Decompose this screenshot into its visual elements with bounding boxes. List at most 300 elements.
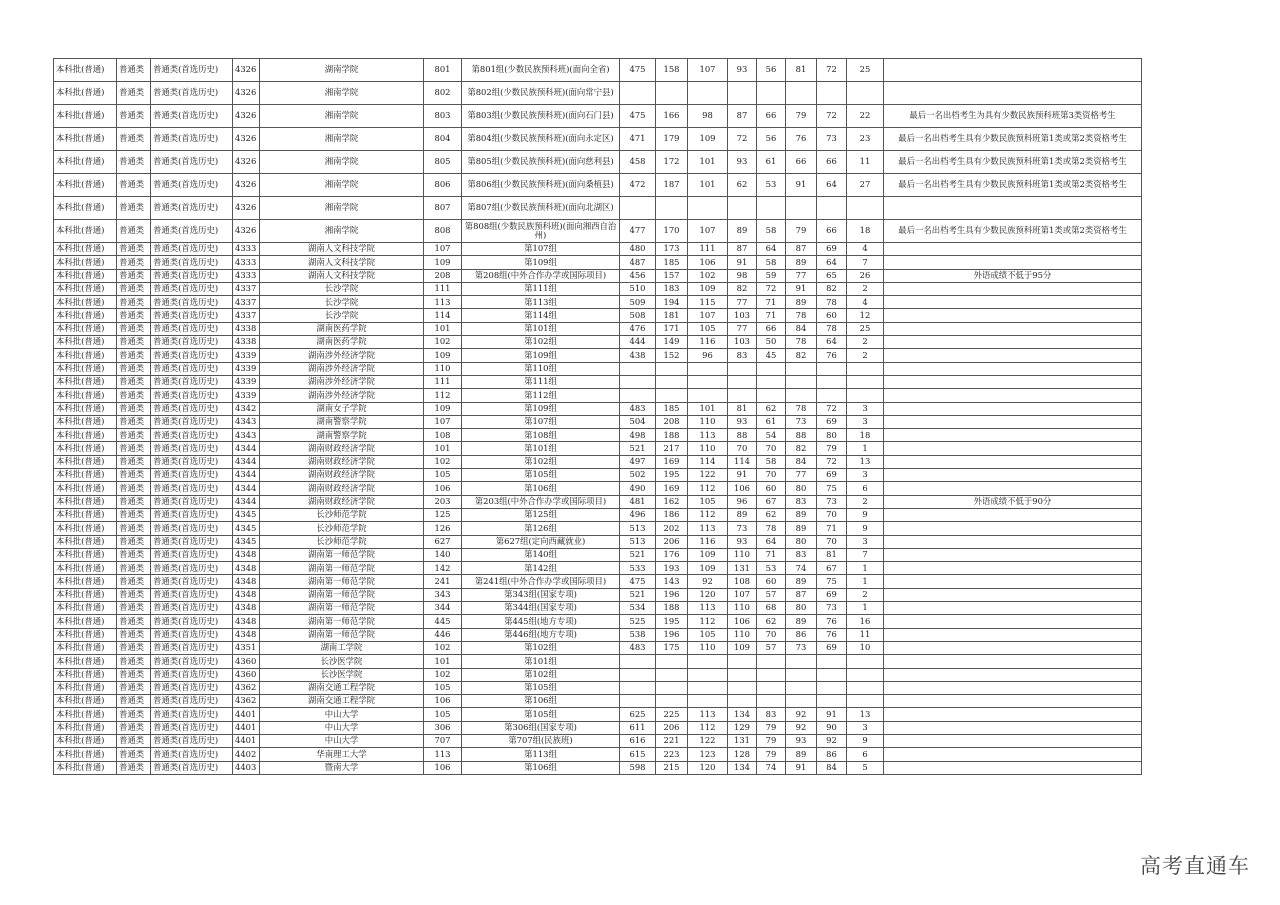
cell-batch: 本科批(普通) bbox=[54, 508, 117, 521]
cell-subject-track: 普通类(首选历史) bbox=[151, 535, 233, 548]
cell-score-elective1: 91 bbox=[786, 282, 817, 295]
cell-admit-rank: 7 bbox=[847, 256, 884, 269]
cell-admit-rank: 2 bbox=[847, 349, 884, 362]
cell-score-chinese: 107 bbox=[688, 59, 728, 82]
cell-school-name: 湖南人文科技学院 bbox=[260, 243, 424, 256]
cell-category: 普通类 bbox=[117, 429, 151, 442]
cell-remark bbox=[884, 508, 1142, 521]
table-row bbox=[54, 282, 1142, 295]
cell-admit-rank: 10 bbox=[847, 641, 884, 654]
cell-score-math: 93 bbox=[728, 415, 757, 428]
cell-remark bbox=[884, 628, 1142, 641]
cell-school-code: 4348 bbox=[233, 548, 260, 561]
table-row bbox=[54, 734, 1142, 747]
cell-remark: 最后一名出档考生为具有少数民族预科班第3类资格考生 bbox=[884, 105, 1142, 128]
cell-score-history: 195 bbox=[656, 615, 688, 628]
cell-score-elective2 bbox=[817, 362, 847, 375]
table-row bbox=[54, 455, 1142, 468]
cell-score-math bbox=[728, 681, 757, 694]
cell-school-code: 4326 bbox=[233, 82, 260, 105]
cell-score-elective1: 80 bbox=[786, 535, 817, 548]
cell-score-elective1: 86 bbox=[786, 628, 817, 641]
cell-subject-track: 普通类(首选历史) bbox=[151, 522, 233, 535]
cell-group-name: 第707组(民族班) bbox=[462, 734, 620, 747]
cell-school-code: 4345 bbox=[233, 535, 260, 548]
cell-score-elective1: 79 bbox=[786, 105, 817, 128]
cell-score-foreign: 74 bbox=[757, 761, 786, 774]
cell-school-code: 4401 bbox=[233, 708, 260, 721]
cell-school-code: 4339 bbox=[233, 362, 260, 375]
cell-school-name: 湖南涉外经济学院 bbox=[260, 375, 424, 388]
cell-score-foreign: 64 bbox=[757, 243, 786, 256]
cell-remark bbox=[884, 309, 1142, 322]
cell-school-name: 长沙师范学院 bbox=[260, 535, 424, 548]
cell-min-score: 475 bbox=[620, 59, 656, 82]
cell-min-score: 476 bbox=[620, 322, 656, 335]
cell-score-math: 87 bbox=[728, 243, 757, 256]
cell-batch: 本科批(普通) bbox=[54, 602, 117, 615]
cell-group-code: 112 bbox=[424, 389, 462, 402]
table-row bbox=[54, 588, 1142, 601]
cell-group-code: 805 bbox=[424, 151, 462, 174]
cell-score-history: 179 bbox=[656, 128, 688, 151]
cell-admit-rank bbox=[847, 375, 884, 388]
cell-batch: 本科批(普通) bbox=[54, 575, 117, 588]
cell-score-chinese bbox=[688, 389, 728, 402]
cell-batch: 本科批(普通) bbox=[54, 105, 117, 128]
table-row bbox=[54, 82, 1142, 105]
cell-min-score: 458 bbox=[620, 151, 656, 174]
cell-group-name: 第113组 bbox=[462, 296, 620, 309]
cell-subject-track: 普通类(首选历史) bbox=[151, 282, 233, 295]
cell-batch: 本科批(普通) bbox=[54, 389, 117, 402]
cell-score-history: 166 bbox=[656, 105, 688, 128]
cell-group-name: 第110组 bbox=[462, 362, 620, 375]
cell-group-name: 第344组(国家专项) bbox=[462, 602, 620, 615]
cell-min-score: 509 bbox=[620, 296, 656, 309]
cell-school-name: 湖南财政经济学院 bbox=[260, 495, 424, 508]
cell-group-code: 109 bbox=[424, 349, 462, 362]
cell-group-code: 102 bbox=[424, 336, 462, 349]
cell-group-name: 第806组(少数民族预科班)(面向桑植县) bbox=[462, 174, 620, 197]
cell-score-chinese: 92 bbox=[688, 575, 728, 588]
cell-admit-rank: 1 bbox=[847, 602, 884, 615]
cell-score-history: 221 bbox=[656, 734, 688, 747]
cell-group-code: 111 bbox=[424, 375, 462, 388]
cell-min-score bbox=[620, 655, 656, 668]
cell-batch: 本科批(普通) bbox=[54, 522, 117, 535]
cell-group-code: 707 bbox=[424, 734, 462, 747]
cell-score-elective2: 75 bbox=[817, 482, 847, 495]
cell-school-code: 4326 bbox=[233, 220, 260, 243]
cell-group-code: 111 bbox=[424, 282, 462, 295]
cell-school-code: 4348 bbox=[233, 562, 260, 575]
cell-group-name: 第107组 bbox=[462, 243, 620, 256]
cell-score-elective2 bbox=[817, 82, 847, 105]
cell-batch: 本科批(普通) bbox=[54, 296, 117, 309]
cell-score-elective2: 72 bbox=[817, 59, 847, 82]
cell-min-score: 480 bbox=[620, 243, 656, 256]
cell-score-history: 202 bbox=[656, 522, 688, 535]
cell-group-code: 108 bbox=[424, 429, 462, 442]
cell-school-code: 4344 bbox=[233, 469, 260, 482]
cell-school-code: 4403 bbox=[233, 761, 260, 774]
cell-score-elective1: 84 bbox=[786, 455, 817, 468]
cell-school-code: 4339 bbox=[233, 389, 260, 402]
cell-score-elective2: 76 bbox=[817, 349, 847, 362]
cell-score-chinese: 112 bbox=[688, 615, 728, 628]
cell-category: 普通类 bbox=[117, 442, 151, 455]
cell-admit-rank: 18 bbox=[847, 220, 884, 243]
cell-school-code: 4326 bbox=[233, 59, 260, 82]
cell-school-code: 4362 bbox=[233, 695, 260, 708]
cell-group-code: 105 bbox=[424, 469, 462, 482]
cell-admit-rank: 11 bbox=[847, 628, 884, 641]
cell-score-elective1: 73 bbox=[786, 641, 817, 654]
cell-school-code: 4344 bbox=[233, 442, 260, 455]
cell-score-foreign: 56 bbox=[757, 128, 786, 151]
cell-subject-track: 普通类(首选历史) bbox=[151, 562, 233, 575]
cell-score-math: 110 bbox=[728, 602, 757, 615]
cell-score-elective1: 88 bbox=[786, 429, 817, 442]
cell-admit-rank bbox=[847, 668, 884, 681]
cell-score-history bbox=[656, 655, 688, 668]
cell-admit-rank: 4 bbox=[847, 243, 884, 256]
cell-score-math: 110 bbox=[728, 548, 757, 561]
cell-score-math bbox=[728, 695, 757, 708]
cell-school-name: 湖南财政经济学院 bbox=[260, 482, 424, 495]
table-row bbox=[54, 522, 1142, 535]
cell-score-elective2: 72 bbox=[817, 455, 847, 468]
table-row bbox=[54, 695, 1142, 708]
cell-min-score: 508 bbox=[620, 309, 656, 322]
cell-group-code: 807 bbox=[424, 197, 462, 220]
cell-group-name: 第101组 bbox=[462, 322, 620, 335]
cell-score-elective2: 90 bbox=[817, 721, 847, 734]
cell-min-score: 538 bbox=[620, 628, 656, 641]
cell-admit-rank: 6 bbox=[847, 482, 884, 495]
cell-score-math bbox=[728, 668, 757, 681]
cell-remark bbox=[884, 641, 1142, 654]
cell-batch: 本科批(普通) bbox=[54, 708, 117, 721]
cell-school-name: 湖南第一师范学院 bbox=[260, 562, 424, 575]
cell-score-elective1: 78 bbox=[786, 309, 817, 322]
cell-school-name: 长沙医学院 bbox=[260, 668, 424, 681]
cell-batch: 本科批(普通) bbox=[54, 641, 117, 654]
cell-group-code: 804 bbox=[424, 128, 462, 151]
cell-subject-track: 普通类(首选历史) bbox=[151, 389, 233, 402]
cell-batch: 本科批(普通) bbox=[54, 282, 117, 295]
cell-batch: 本科批(普通) bbox=[54, 269, 117, 282]
cell-admit-rank: 2 bbox=[847, 495, 884, 508]
cell-subject-track: 普通类(首选历史) bbox=[151, 748, 233, 761]
cell-category: 普通类 bbox=[117, 336, 151, 349]
cell-score-math bbox=[728, 655, 757, 668]
cell-score-elective1 bbox=[786, 681, 817, 694]
cell-group-code: 105 bbox=[424, 708, 462, 721]
cell-admit-rank: 26 bbox=[847, 269, 884, 282]
table-row bbox=[54, 641, 1142, 654]
table-row bbox=[54, 535, 1142, 548]
cell-score-math: 93 bbox=[728, 535, 757, 548]
cell-batch: 本科批(普通) bbox=[54, 655, 117, 668]
cell-group-code: 802 bbox=[424, 82, 462, 105]
cell-remark bbox=[884, 349, 1142, 362]
cell-score-foreign bbox=[757, 375, 786, 388]
cell-remark: 最后一名出档考生具有少数民族预科班第1类或第2类资格考生 bbox=[884, 220, 1142, 243]
cell-category: 普通类 bbox=[117, 322, 151, 335]
cell-subject-track: 普通类(首选历史) bbox=[151, 628, 233, 641]
cell-group-code: 113 bbox=[424, 296, 462, 309]
cell-score-math: 129 bbox=[728, 721, 757, 734]
cell-category: 普通类 bbox=[117, 389, 151, 402]
cell-school-name: 湖南财政经济学院 bbox=[260, 442, 424, 455]
cell-score-math: 103 bbox=[728, 336, 757, 349]
cell-score-elective2: 64 bbox=[817, 174, 847, 197]
table-body bbox=[54, 59, 1142, 775]
cell-school-name: 湖南女子学院 bbox=[260, 402, 424, 415]
cell-category: 普通类 bbox=[117, 375, 151, 388]
cell-admit-rank bbox=[847, 197, 884, 220]
cell-min-score: 483 bbox=[620, 402, 656, 415]
cell-score-math: 82 bbox=[728, 282, 757, 295]
cell-group-name: 第102组 bbox=[462, 336, 620, 349]
cell-category: 普通类 bbox=[117, 615, 151, 628]
cell-remark bbox=[884, 256, 1142, 269]
cell-category: 普通类 bbox=[117, 151, 151, 174]
cell-score-foreign bbox=[757, 655, 786, 668]
cell-school-code: 4360 bbox=[233, 668, 260, 681]
cell-score-math: 93 bbox=[728, 151, 757, 174]
cell-score-chinese: 102 bbox=[688, 269, 728, 282]
cell-category: 普通类 bbox=[117, 128, 151, 151]
cell-admit-rank: 3 bbox=[847, 535, 884, 548]
cell-score-elective1 bbox=[786, 82, 817, 105]
cell-score-elective1: 89 bbox=[786, 508, 817, 521]
cell-score-history: 185 bbox=[656, 256, 688, 269]
cell-score-elective1: 83 bbox=[786, 548, 817, 561]
cell-school-name: 湖南涉外经济学院 bbox=[260, 389, 424, 402]
table-row bbox=[54, 256, 1142, 269]
cell-remark: 外语成绩不低于95分 bbox=[884, 269, 1142, 282]
cell-admit-rank: 27 bbox=[847, 174, 884, 197]
cell-score-history: 181 bbox=[656, 309, 688, 322]
cell-batch: 本科批(普通) bbox=[54, 721, 117, 734]
cell-school-code: 4362 bbox=[233, 681, 260, 694]
cell-score-elective1: 91 bbox=[786, 761, 817, 774]
cell-score-history: 215 bbox=[656, 761, 688, 774]
cell-group-name: 第208组(中外合作办学或国际项目) bbox=[462, 269, 620, 282]
cell-school-name: 湖南第一师范学院 bbox=[260, 628, 424, 641]
cell-score-elective1: 80 bbox=[786, 482, 817, 495]
cell-admit-rank: 12 bbox=[847, 309, 884, 322]
cell-score-history: 173 bbox=[656, 243, 688, 256]
table-row bbox=[54, 708, 1142, 721]
cell-subject-track: 普通类(首选历史) bbox=[151, 708, 233, 721]
cell-score-chinese: 109 bbox=[688, 562, 728, 575]
cell-min-score: 513 bbox=[620, 535, 656, 548]
cell-score-chinese: 114 bbox=[688, 455, 728, 468]
cell-batch: 本科批(普通) bbox=[54, 588, 117, 601]
table-row bbox=[54, 442, 1142, 455]
cell-score-history: 194 bbox=[656, 296, 688, 309]
cell-batch: 本科批(普通) bbox=[54, 309, 117, 322]
table-row bbox=[54, 349, 1142, 362]
cell-remark bbox=[884, 588, 1142, 601]
cell-score-elective2: 60 bbox=[817, 309, 847, 322]
cell-subject-track: 普通类(首选历史) bbox=[151, 615, 233, 628]
cell-batch: 本科批(普通) bbox=[54, 615, 117, 628]
cell-school-name: 湖南人文科技学院 bbox=[260, 256, 424, 269]
table-row bbox=[54, 59, 1142, 82]
cell-score-elective1 bbox=[786, 389, 817, 402]
cell-school-name: 长沙学院 bbox=[260, 282, 424, 295]
cell-group-name: 第140组 bbox=[462, 548, 620, 561]
cell-admit-rank: 3 bbox=[847, 721, 884, 734]
cell-category: 普通类 bbox=[117, 415, 151, 428]
cell-school-name: 长沙学院 bbox=[260, 309, 424, 322]
cell-group-name: 第108组 bbox=[462, 429, 620, 442]
cell-subject-track: 普通类(首选历史) bbox=[151, 495, 233, 508]
cell-subject-track: 普通类(首选历史) bbox=[151, 197, 233, 220]
cell-score-chinese: 112 bbox=[688, 482, 728, 495]
cell-score-elective2: 84 bbox=[817, 761, 847, 774]
cell-group-name: 第106组 bbox=[462, 761, 620, 774]
cell-group-code: 107 bbox=[424, 415, 462, 428]
cell-group-code: 105 bbox=[424, 681, 462, 694]
cell-school-name: 湘南学院 bbox=[260, 105, 424, 128]
cell-score-chinese: 109 bbox=[688, 548, 728, 561]
cell-score-math: 87 bbox=[728, 105, 757, 128]
cell-score-chinese: 113 bbox=[688, 708, 728, 721]
cell-school-code: 4348 bbox=[233, 628, 260, 641]
cell-admit-rank: 2 bbox=[847, 282, 884, 295]
cell-batch: 本科批(普通) bbox=[54, 151, 117, 174]
cell-score-foreign: 56 bbox=[757, 59, 786, 82]
cell-batch: 本科批(普通) bbox=[54, 562, 117, 575]
cell-score-elective2: 78 bbox=[817, 322, 847, 335]
cell-subject-track: 普通类(首选历史) bbox=[151, 362, 233, 375]
cell-score-elective2: 73 bbox=[817, 128, 847, 151]
cell-batch: 本科批(普通) bbox=[54, 681, 117, 694]
cell-category: 普通类 bbox=[117, 695, 151, 708]
cell-school-name: 湘南学院 bbox=[260, 197, 424, 220]
cell-score-foreign: 60 bbox=[757, 575, 786, 588]
cell-score-history: 183 bbox=[656, 282, 688, 295]
cell-group-code: 344 bbox=[424, 602, 462, 615]
cell-score-elective2: 64 bbox=[817, 256, 847, 269]
cell-admit-rank: 11 bbox=[847, 151, 884, 174]
cell-score-foreign: 68 bbox=[757, 602, 786, 615]
cell-group-name: 第101组 bbox=[462, 442, 620, 455]
cell-group-name: 第306组(国家专项) bbox=[462, 721, 620, 734]
cell-score-elective1 bbox=[786, 695, 817, 708]
cell-score-history: 225 bbox=[656, 708, 688, 721]
cell-batch: 本科批(普通) bbox=[54, 469, 117, 482]
cell-score-foreign: 70 bbox=[757, 628, 786, 641]
cell-subject-track: 普通类(首选历史) bbox=[151, 681, 233, 694]
cell-category: 普通类 bbox=[117, 296, 151, 309]
table-row bbox=[54, 402, 1142, 415]
cell-category: 普通类 bbox=[117, 641, 151, 654]
cell-batch: 本科批(普通) bbox=[54, 375, 117, 388]
cell-score-chinese: 113 bbox=[688, 602, 728, 615]
cell-school-code: 4338 bbox=[233, 336, 260, 349]
cell-batch: 本科批(普通) bbox=[54, 668, 117, 681]
cell-remark bbox=[884, 522, 1142, 535]
cell-admit-rank: 3 bbox=[847, 469, 884, 482]
cell-admit-rank: 23 bbox=[847, 128, 884, 151]
cell-subject-track: 普通类(首选历史) bbox=[151, 82, 233, 105]
cell-category: 普通类 bbox=[117, 256, 151, 269]
cell-subject-track: 普通类(首选历史) bbox=[151, 602, 233, 615]
cell-subject-track: 普通类(首选历史) bbox=[151, 655, 233, 668]
cell-score-math: 77 bbox=[728, 322, 757, 335]
cell-group-name: 第111组 bbox=[462, 282, 620, 295]
cell-score-elective2: 78 bbox=[817, 296, 847, 309]
cell-admit-rank: 3 bbox=[847, 402, 884, 415]
table-row bbox=[54, 105, 1142, 128]
cell-score-chinese: 105 bbox=[688, 322, 728, 335]
cell-remark bbox=[884, 82, 1142, 105]
cell-school-name: 湖南交通工程学院 bbox=[260, 695, 424, 708]
cell-school-code: 4333 bbox=[233, 243, 260, 256]
cell-school-code: 4345 bbox=[233, 522, 260, 535]
cell-school-name: 暨南大学 bbox=[260, 761, 424, 774]
cell-score-history: 206 bbox=[656, 721, 688, 734]
cell-admit-rank: 1 bbox=[847, 562, 884, 575]
cell-score-history: 188 bbox=[656, 429, 688, 442]
cell-score-foreign bbox=[757, 668, 786, 681]
cell-subject-track: 普通类(首选历史) bbox=[151, 375, 233, 388]
cell-score-foreign bbox=[757, 389, 786, 402]
cell-category: 普通类 bbox=[117, 508, 151, 521]
cell-score-foreign: 79 bbox=[757, 734, 786, 747]
cell-batch: 本科批(普通) bbox=[54, 336, 117, 349]
cell-school-code: 4326 bbox=[233, 128, 260, 151]
cell-group-name: 第109组 bbox=[462, 402, 620, 415]
cell-score-elective2: 76 bbox=[817, 628, 847, 641]
cell-school-name: 湖南财政经济学院 bbox=[260, 469, 424, 482]
cell-score-elective2: 91 bbox=[817, 708, 847, 721]
cell-score-math bbox=[728, 197, 757, 220]
cell-school-code: 4337 bbox=[233, 309, 260, 322]
cell-school-code: 4339 bbox=[233, 349, 260, 362]
cell-remark bbox=[884, 734, 1142, 747]
cell-remark bbox=[884, 668, 1142, 681]
cell-batch: 本科批(普通) bbox=[54, 482, 117, 495]
cell-group-code: 140 bbox=[424, 548, 462, 561]
cell-score-elective1 bbox=[786, 362, 817, 375]
cell-min-score: 502 bbox=[620, 469, 656, 482]
cell-school-name: 中山大学 bbox=[260, 721, 424, 734]
cell-score-chinese: 101 bbox=[688, 402, 728, 415]
table-row bbox=[54, 615, 1142, 628]
cell-school-code: 4351 bbox=[233, 641, 260, 654]
cell-category: 普通类 bbox=[117, 761, 151, 774]
cell-school-code: 4348 bbox=[233, 602, 260, 615]
cell-subject-track: 普通类(首选历史) bbox=[151, 429, 233, 442]
cell-group-code: 107 bbox=[424, 243, 462, 256]
cell-score-elective2: 73 bbox=[817, 495, 847, 508]
cell-score-elective2: 69 bbox=[817, 469, 847, 482]
cell-score-math: 110 bbox=[728, 628, 757, 641]
cell-score-chinese: 105 bbox=[688, 495, 728, 508]
cell-score-foreign bbox=[757, 695, 786, 708]
cell-remark bbox=[884, 282, 1142, 295]
cell-group-code: 102 bbox=[424, 455, 462, 468]
cell-school-name: 湖南第一师范学院 bbox=[260, 588, 424, 601]
